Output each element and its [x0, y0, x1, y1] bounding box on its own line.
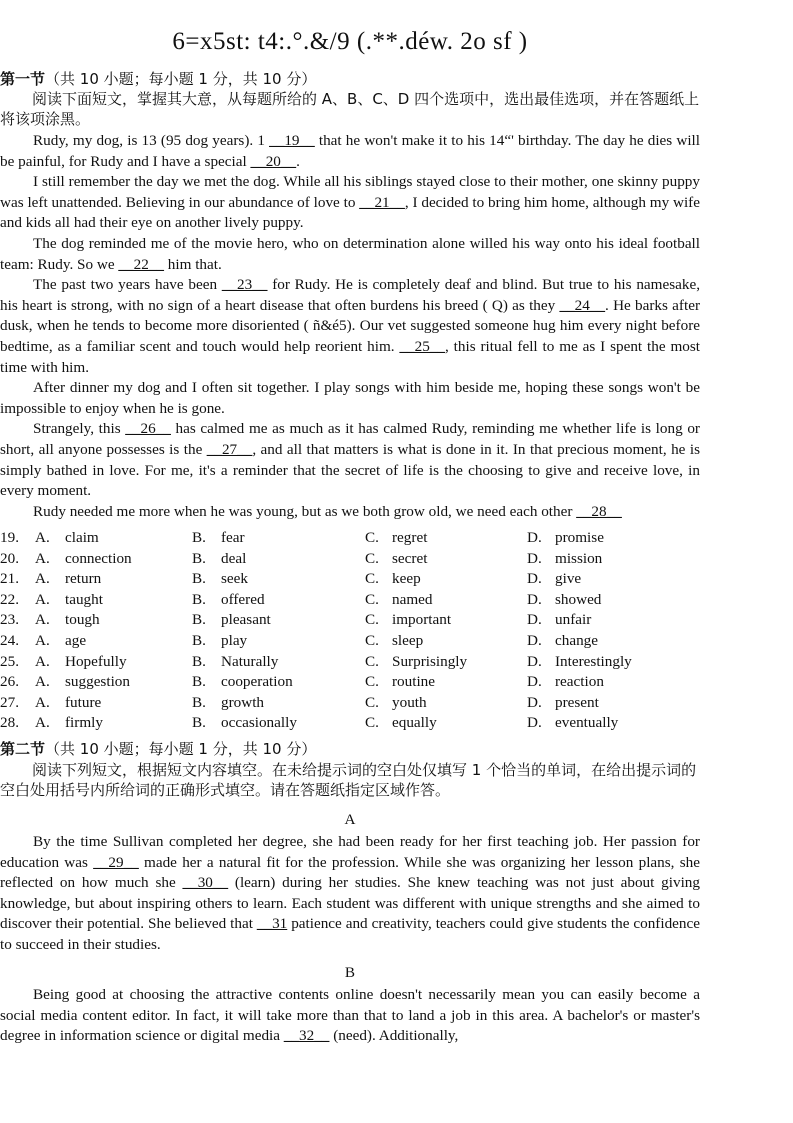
paragraph — [0, 234, 700, 275]
option-b: seek — [221, 570, 248, 588]
option-d: Interestingly — [555, 652, 632, 670]
option-letter-d: D. — [527, 714, 542, 732]
section2-heading-bold: 第二节 — [0, 740, 46, 758]
text-run: Rudy needed me more when he was young, but as we both grow old, we need each other — [33, 502, 577, 520]
answer-blank: __21__ — [359, 193, 405, 211]
option-letter-d: D. — [527, 570, 542, 588]
text-run: After dinner my dog and I often sit together. I play songs with him beside me, hoping these songs won't be impossible to enjoy when he is gone. — [0, 379, 700, 417]
option-b: cooperation — [221, 673, 293, 691]
option-d: change — [555, 631, 599, 649]
section1-instruction: 阅读下面短文，掌握其大意，从每题所给的 A、B、C、D 四个选项中，选出最佳选项，并在答题纸上将该项涂黑。 — [0, 90, 700, 127]
option-d: present — [555, 693, 599, 711]
option-letter-a: A. — [35, 570, 50, 588]
option-letter-d: D. — [527, 549, 542, 567]
option-c: sleep — [392, 631, 424, 649]
passage-a — [0, 832, 700, 956]
option-letter-d: D. — [527, 529, 542, 546]
option-letter-b: B. — [192, 549, 206, 567]
option-d: unfair — [555, 611, 592, 629]
option-row — [0, 610, 700, 631]
option-b: fear — [221, 529, 245, 546]
question-number: 23. — [0, 611, 19, 629]
answer-blank: __20__ — [250, 152, 297, 170]
option-a: age — [65, 631, 87, 649]
text-run: that he won't make it to his 14“' birthday. The day he dies will be painful, for Rudy and I have a special — [0, 132, 700, 170]
option-d: give — [555, 570, 582, 588]
option-letter-c: C. — [365, 570, 379, 588]
option-letter-b: B. — [192, 673, 206, 691]
text-run: , I decided to bring him home, although my wife and kids all had their eye on another lively puppy. — [0, 193, 700, 232]
text-run: Strangely, this — [33, 420, 126, 438]
section1-heading-bold: 第一节 — [0, 70, 46, 88]
option-b: Naturally — [221, 652, 279, 670]
answer-blank: __32__ — [283, 1027, 330, 1045]
option-row — [0, 590, 700, 611]
paragraph — [0, 985, 700, 1047]
option-row — [0, 549, 700, 570]
question-number: 24. — [0, 631, 19, 649]
answer-blank: __30__ — [182, 874, 229, 892]
question-number: 25. — [0, 652, 19, 670]
option-c: keep — [392, 570, 421, 588]
option-letter-a: A. — [35, 693, 50, 711]
option-letter-c: C. — [365, 693, 379, 711]
option-c: named — [392, 590, 433, 608]
answer-blank: __23__ — [221, 276, 268, 294]
option-row — [0, 528, 700, 549]
text-run: Being good at choosing the attractive contents online doesn't necessarily mean you can easily become a social media content editor. In fact, it will take more than that to land a job in this area. A bachelor's or master's degree in information science or digital media — [0, 986, 700, 1045]
option-letter-c: C. — [365, 590, 379, 608]
option-letter-c: C. — [365, 549, 379, 567]
option-letter-b: B. — [192, 570, 206, 588]
option-b: pleasant — [221, 611, 271, 629]
option-letter-d: D. — [527, 673, 542, 691]
option-a: connection — [65, 549, 132, 567]
option-row — [0, 631, 700, 652]
cloze-passage — [0, 131, 700, 522]
option-row — [0, 672, 700, 693]
option-letter-a: A. — [35, 631, 50, 649]
option-letter-a: A. — [35, 590, 50, 608]
option-letter-b: B. — [192, 693, 206, 711]
option-letter-c: C. — [365, 631, 379, 649]
option-letter-a: A. — [35, 611, 50, 629]
option-letter-d: D. — [527, 590, 542, 608]
answer-blank: __31 — [256, 915, 288, 933]
option-letter-a: A. — [35, 529, 50, 546]
option-c: youth — [392, 693, 427, 711]
answer-blank: __24__ — [559, 296, 606, 314]
option-c: Surprisingly — [392, 652, 468, 670]
option-a: firmly — [65, 714, 103, 732]
text-run: him that. — [163, 255, 222, 273]
option-b: growth — [221, 693, 265, 711]
option-a: tough — [65, 611, 100, 629]
passage-b — [0, 985, 700, 1047]
option-d: mission — [555, 549, 603, 567]
option-a: return — [65, 570, 102, 588]
answer-blank: __22__ — [118, 255, 164, 273]
text-run: Rudy, my dog, is 13 (95 dog years). 1 — [33, 132, 270, 149]
paragraph — [0, 502, 700, 523]
question-number: 20. — [0, 549, 19, 567]
question-number: 28. — [0, 714, 19, 732]
option-row — [0, 569, 700, 590]
option-a: claim — [65, 529, 99, 546]
section1-heading — [0, 68, 316, 89]
option-letter-b: B. — [192, 590, 206, 608]
text-run: (learn) during her studies. She knew teaching was not just about giving knowledge, but about inspiring others to learn. Each student was different with unique strengths and she aimed to discover their potential. She believed that — [0, 874, 700, 933]
option-c: regret — [392, 529, 428, 546]
answer-blank: __29__ — [93, 853, 139, 871]
option-row — [0, 652, 700, 673]
answer-blank: __28__ — [576, 502, 622, 520]
option-letter-b: B. — [192, 652, 206, 670]
section2-heading — [0, 738, 316, 759]
option-letter-c: C. — [365, 652, 379, 670]
option-c: routine — [392, 673, 436, 691]
text-run: The past two years have been — [33, 276, 222, 294]
option-letter-b: B. — [192, 529, 206, 546]
option-letter-c: C. — [365, 673, 379, 691]
option-letter-b: B. — [192, 631, 206, 649]
option-letter-d: D. — [527, 631, 542, 649]
option-letter-d: D. — [527, 693, 542, 711]
question-number: 22. — [0, 590, 19, 608]
option-a: Hopefully — [65, 652, 127, 670]
option-letter-a: A. — [35, 714, 50, 732]
text-run: , this ritual fell to me as I spent the most time with him. — [0, 337, 700, 376]
section2-instruction: 阅读下列短文，根据短文内容填空。在未给提示词的空白处仅填写 1 个恰当的单词，在给出提示词的空白处用括号内所给词的正确形式填空。请在答题纸指定区域作答。 — [0, 761, 697, 798]
option-d: reaction — [555, 673, 604, 691]
option-b: occasionally — [221, 714, 297, 732]
option-letter-c: C. — [365, 611, 379, 629]
option-a: suggestion — [65, 673, 130, 691]
text-run: By the time Sullivan completed her degree, she had been ready for her first teaching job. Her passion for education was — [0, 833, 700, 871]
page-title: 6=x5st: t4:.°.&/9 (.**.déw. 2o sf ) — [172, 28, 528, 55]
option-letter-a: A. — [35, 673, 50, 691]
section1-heading-rest: （共 10 小题；每小题 1 分，共 10 分） — [45, 70, 317, 88]
paragraph — [0, 419, 700, 501]
question-number: 26. — [0, 673, 19, 691]
option-letter-a: A. — [35, 549, 50, 567]
text-run: . — [296, 152, 300, 170]
text-run: (need). Additionally, — [329, 1027, 459, 1045]
text-run: patience and creativity, teachers could give students the confidence to succeed in their studies. — [0, 915, 700, 953]
option-a: future — [65, 693, 102, 711]
option-d: promise — [555, 529, 604, 546]
option-c: secret — [392, 549, 428, 567]
option-letter-b: B. — [192, 611, 206, 629]
option-row — [0, 693, 700, 714]
option-a: taught — [65, 590, 103, 608]
option-letter-d: D. — [527, 611, 542, 629]
paragraph — [0, 172, 700, 234]
question-number: 21. — [0, 570, 19, 588]
text-run: . He barks after dusk, when he tends to become more disoriented ( ñ&é5). Our vet suggested someone hug him every night before bedtime, as a familiar scent and touch would help reorient him. — [0, 296, 700, 355]
paragraph — [0, 378, 700, 419]
answer-blank: __19__ — [269, 132, 315, 149]
option-letter-c: C. — [365, 529, 379, 546]
option-d: eventually — [555, 714, 619, 732]
option-row — [0, 713, 700, 734]
text-run: for Rudy. He is completely deaf and blind. But true to his namesake, his heart is strong, with no sign of a heart disease that often burdens his breed ( Q) as they — [0, 276, 700, 314]
option-c: equally — [392, 714, 437, 732]
section2-heading-rest: （共 10 小题；每小题 1 分，共 10 分） — [45, 740, 317, 758]
paragraph — [0, 275, 700, 378]
option-letter-d: D. — [527, 652, 542, 670]
option-d: showed — [555, 590, 602, 608]
answer-blank: __27__ — [206, 440, 253, 458]
option-c: important — [392, 611, 452, 629]
paragraph — [0, 131, 700, 172]
text-run: The dog reminded me of the movie hero, who on determination alone willed his way onto his ideal football team: Rudy. So we — [0, 234, 700, 273]
answer-blank: __25__ — [399, 337, 445, 355]
option-b: play — [221, 631, 248, 649]
paragraph — [0, 832, 700, 956]
text-run: , and all that matters is what is done in it. In that precious moment, he is simply bathed in love. For me, it's a reminder that the secret of life is the choosing to give and receive love, in every moment. — [0, 440, 700, 500]
option-letter-a: A. — [35, 652, 50, 670]
passage-a-letter: A — [344, 811, 356, 828]
option-b: offered — [221, 590, 265, 608]
option-b: deal — [221, 549, 247, 567]
options-table — [0, 528, 700, 734]
text-run: has calmed me as much as it has calmed Rudy, reminding me whether life is long or short, all anyone possesses is the — [0, 420, 700, 458]
passage-b-letter: B — [344, 964, 356, 981]
answer-blank: __26__ — [125, 420, 171, 438]
option-letter-b: B. — [192, 714, 206, 732]
option-letter-c: C. — [365, 714, 379, 732]
question-number: 19. — [0, 529, 19, 546]
text-run: I still remember the day we met the dog. While all his siblings stayed close to their mother, one skinny puppy was left unattended. Believing in our abundance of love to — [0, 173, 700, 211]
question-number: 27. — [0, 693, 19, 711]
text-run: made her a natural fit for the profession. While she was organizing her lesson plans, she reflected on how much she — [0, 853, 700, 892]
